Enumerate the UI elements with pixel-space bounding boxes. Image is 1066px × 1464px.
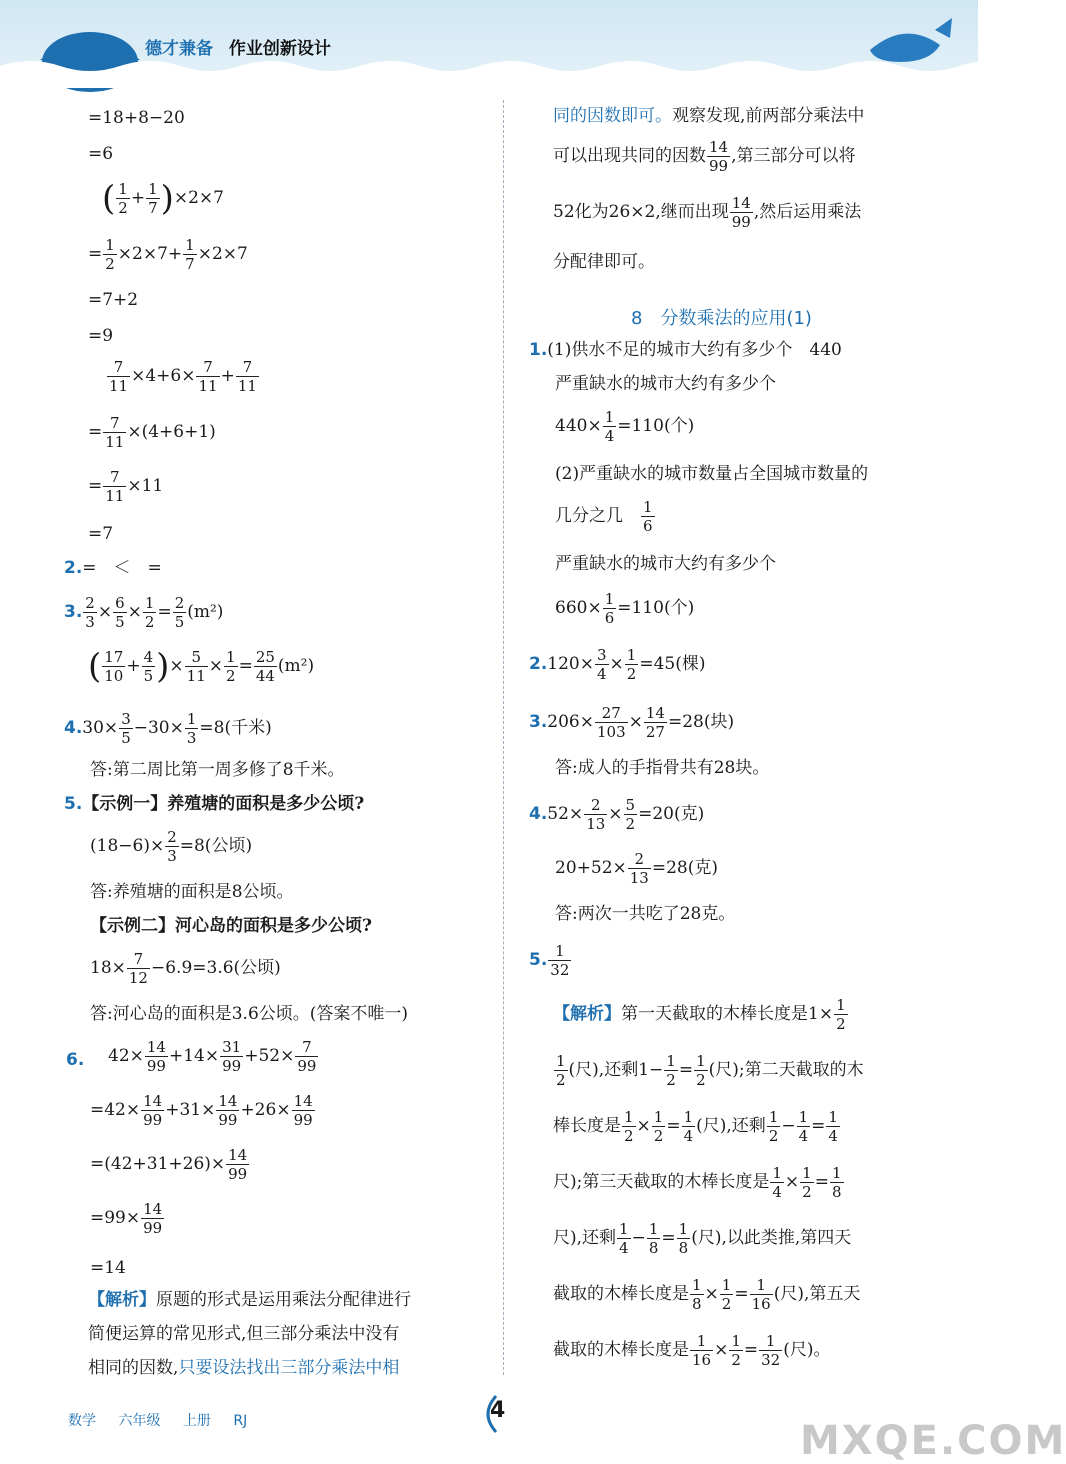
q5-calc-2: 18× $\frac{7}{12}$ −6.9=3.6(公顷) (90, 950, 281, 987)
watermark: MXQE.COM (800, 1418, 1066, 1464)
q6-line-2: =42× $\frac{14}{99}$ +31× $\frac{14}{99}$ +26× $\frac{14}{99}$ (90, 1092, 313, 1129)
q5-answer-1: 答:养殖塘的面积是8公顷。 (90, 882, 294, 902)
problem-2: 2.120× $\frac{3}{4}$ × $\frac{1}{2}$ =45(棵) (529, 646, 706, 683)
calc-line: ( $\frac{1}{2}$ + $\frac{1}{7}$ )×2×7 (102, 178, 224, 219)
p3-answer: 答:成人的手指骨共有28块。 (555, 758, 770, 778)
page-number: 4 (490, 1398, 506, 1423)
analysis-cont-1: 同的因数即可。观察发现,前两部分乘法中 (553, 106, 865, 126)
question-3: 3. $\frac{2}{3}$ × $\frac{6}{5}$ × $\frac{1}{2}$ = $\frac{2}{5}$ (m²) (64, 594, 224, 631)
q6-line-3: =(42+31+26)× $\frac{14}{99}$ (90, 1146, 248, 1183)
calc-line: =7+2 (88, 290, 139, 310)
analysis-line-1: 【解析】原题的形式是运用乘法分配律进行 (88, 1290, 411, 1310)
p5-analysis-3: 棒长度是 $\frac{1}{2}$ × $\frac{1}{2}$ = $\frac{1}{4}$ (尺),还剩 $\frac{1}{2}$ − $\frac{1}{4}$ = $\frac{1}{4}$ (553, 1108, 838, 1145)
question-3-line-2: ( $\frac{17}{10}$ + $\frac{4}{5}$ )× $\frac{5}{11}$ × $\frac{1}{2}$ = $\frac{25}{44}$ (m²) (88, 646, 315, 687)
q6-line-1: 42× $\frac{14}{99}$ +14× $\frac{31}{99}$ +52× $\frac{7}{99}$ (108, 1038, 317, 1075)
p5-analysis-7: 截取的木棒长度是 $\frac{1}{16}$ × $\frac{1}{2}$ = $\frac{1}{32}$ (尺)。 (553, 1332, 831, 1369)
p4-answer: 答:两次一共吃了28克。 (555, 904, 736, 924)
question-5: 5.【示例一】养殖塘的面积是多少公顷? (64, 794, 365, 814)
q6-line-5: =14 (90, 1258, 126, 1278)
calc-line: =7 (88, 524, 114, 544)
analysis-cont-4: 分配律即可。 (553, 252, 655, 272)
q5-example-2: 【示例二】河心岛的面积是多少公顷? (90, 916, 372, 936)
analysis-line-2: 简便运算的常见形式,但三部分乘法中没有 (88, 1324, 400, 1344)
p5-analysis-4: 尺);第三天截取的木棒长度是 $\frac{1}{4}$ × $\frac{1}{2}$ = $\frac{1}{8}$ (553, 1164, 842, 1201)
p1-line-4: (2)严重缺水的城市数量占全国城市数量的 (555, 464, 869, 484)
calc-line: =6 (88, 144, 114, 164)
problem-5: 5. $\frac{1}{32}$ (529, 942, 570, 979)
p1-line-6: 严重缺水的城市大约有多少个 (555, 554, 776, 574)
section-title: 8 分数乘法的应用(1) (631, 308, 812, 329)
answer-4: 答:第二周比第一周多修了8千米。 (90, 760, 345, 780)
footer-subject: 数学 (68, 1413, 96, 1429)
q6-line-4: =99× $\frac{14}{99}$ (90, 1200, 163, 1237)
p1-calc-2: 660× $\frac{1}{6}$ =110(个) (555, 590, 695, 627)
p4-calc-2: 20+52× $\frac{2}{13}$ =28(克) (555, 850, 718, 887)
brand-name: 德才兼备 (145, 39, 213, 59)
calc-line: = $\frac{7}{11}$ ×11 (88, 468, 164, 505)
question-2: 2.= ＜ = (64, 558, 162, 578)
p5-analysis-6: 截取的木棒长度是 $\frac{1}{8}$ × $\frac{1}{2}$ = $\frac{1}{16}$ (尺),第五天 (553, 1276, 861, 1313)
footer-grade: 六年级 (118, 1413, 161, 1429)
footer-edition: RJ (233, 1413, 248, 1429)
p5-analysis-1: 【解析】第一天截取的木棒长度是1× $\frac{1}{2}$ (553, 996, 846, 1033)
calc-line: =18+8−20 (88, 108, 185, 128)
p5-analysis-2: $\frac{1}{2}$ (尺),还剩1− $\frac{1}{2}$ = $\frac{1}{2}$ (尺);第二天截取的木 (556, 1052, 864, 1089)
q5-calc-1: (18−6)× $\frac{2}{3}$ =8(公顷) (90, 828, 253, 865)
page-header (0, 0, 978, 88)
calc-line: $\frac{7}{11}$ ×4+6× $\frac{7}{11}$ + $\frac{7}{11}$ (109, 358, 257, 395)
problem-3: 3.206× $\frac{27}{103}$ × $\frac{14}{27}$ =28(块) (529, 704, 735, 741)
column-divider (503, 100, 504, 1375)
calc-line: = $\frac{7}{11}$ ×(4+6+1) (88, 414, 216, 451)
question-6-num: 6. (66, 1050, 85, 1070)
brand-title (145, 34, 331, 59)
q5-answer-2: 答:河心岛的面积是3.6公顷。(答案不唯一) (90, 1004, 409, 1024)
analysis-cont-2: 可以出现共同的因数 $\frac{14}{99}$ ,第三部分可以将 (553, 138, 856, 175)
p1-line-2: 严重缺水的城市大约有多少个 (555, 374, 776, 394)
problem-1: 1.(1)供水不足的城市大约有多少个 440 (529, 340, 842, 360)
page-footer (68, 1410, 265, 1430)
question-4: 4.30× $\frac{3}{5}$ −30× $\frac{1}{3}$ =8(千米) (64, 710, 272, 747)
calc-line: = $\frac{1}{2}$ ×2×7+ $\frac{1}{7}$ ×2×7 (88, 236, 248, 273)
analysis-cont-3: 52化为26×2,继而出现 $\frac{14}{99}$ ,然后运用乘法 (553, 194, 862, 231)
calc-line: =9 (88, 326, 114, 346)
p1-calc-1: 440× $\frac{1}{4}$ =110(个) (555, 408, 695, 445)
analysis-line-3: 相同的因数,只要设法找出三部分乘法中相 (88, 1358, 400, 1378)
brand-subtitle: 作业创新设计 (228, 39, 331, 59)
p1-line-5: 几分之几 $\frac{1}{6}$ (555, 498, 653, 535)
p5-analysis-5: 尺),还剩 $\frac{1}{4}$ − $\frac{1}{8}$ = $\frac{1}{8}$ (尺),以此类推,第四天 (553, 1220, 852, 1257)
problem-4: 4.52× $\frac{2}{13}$ × $\frac{5}{2}$ =20(克) (529, 796, 705, 833)
footer-term: 上册 (182, 1413, 211, 1429)
